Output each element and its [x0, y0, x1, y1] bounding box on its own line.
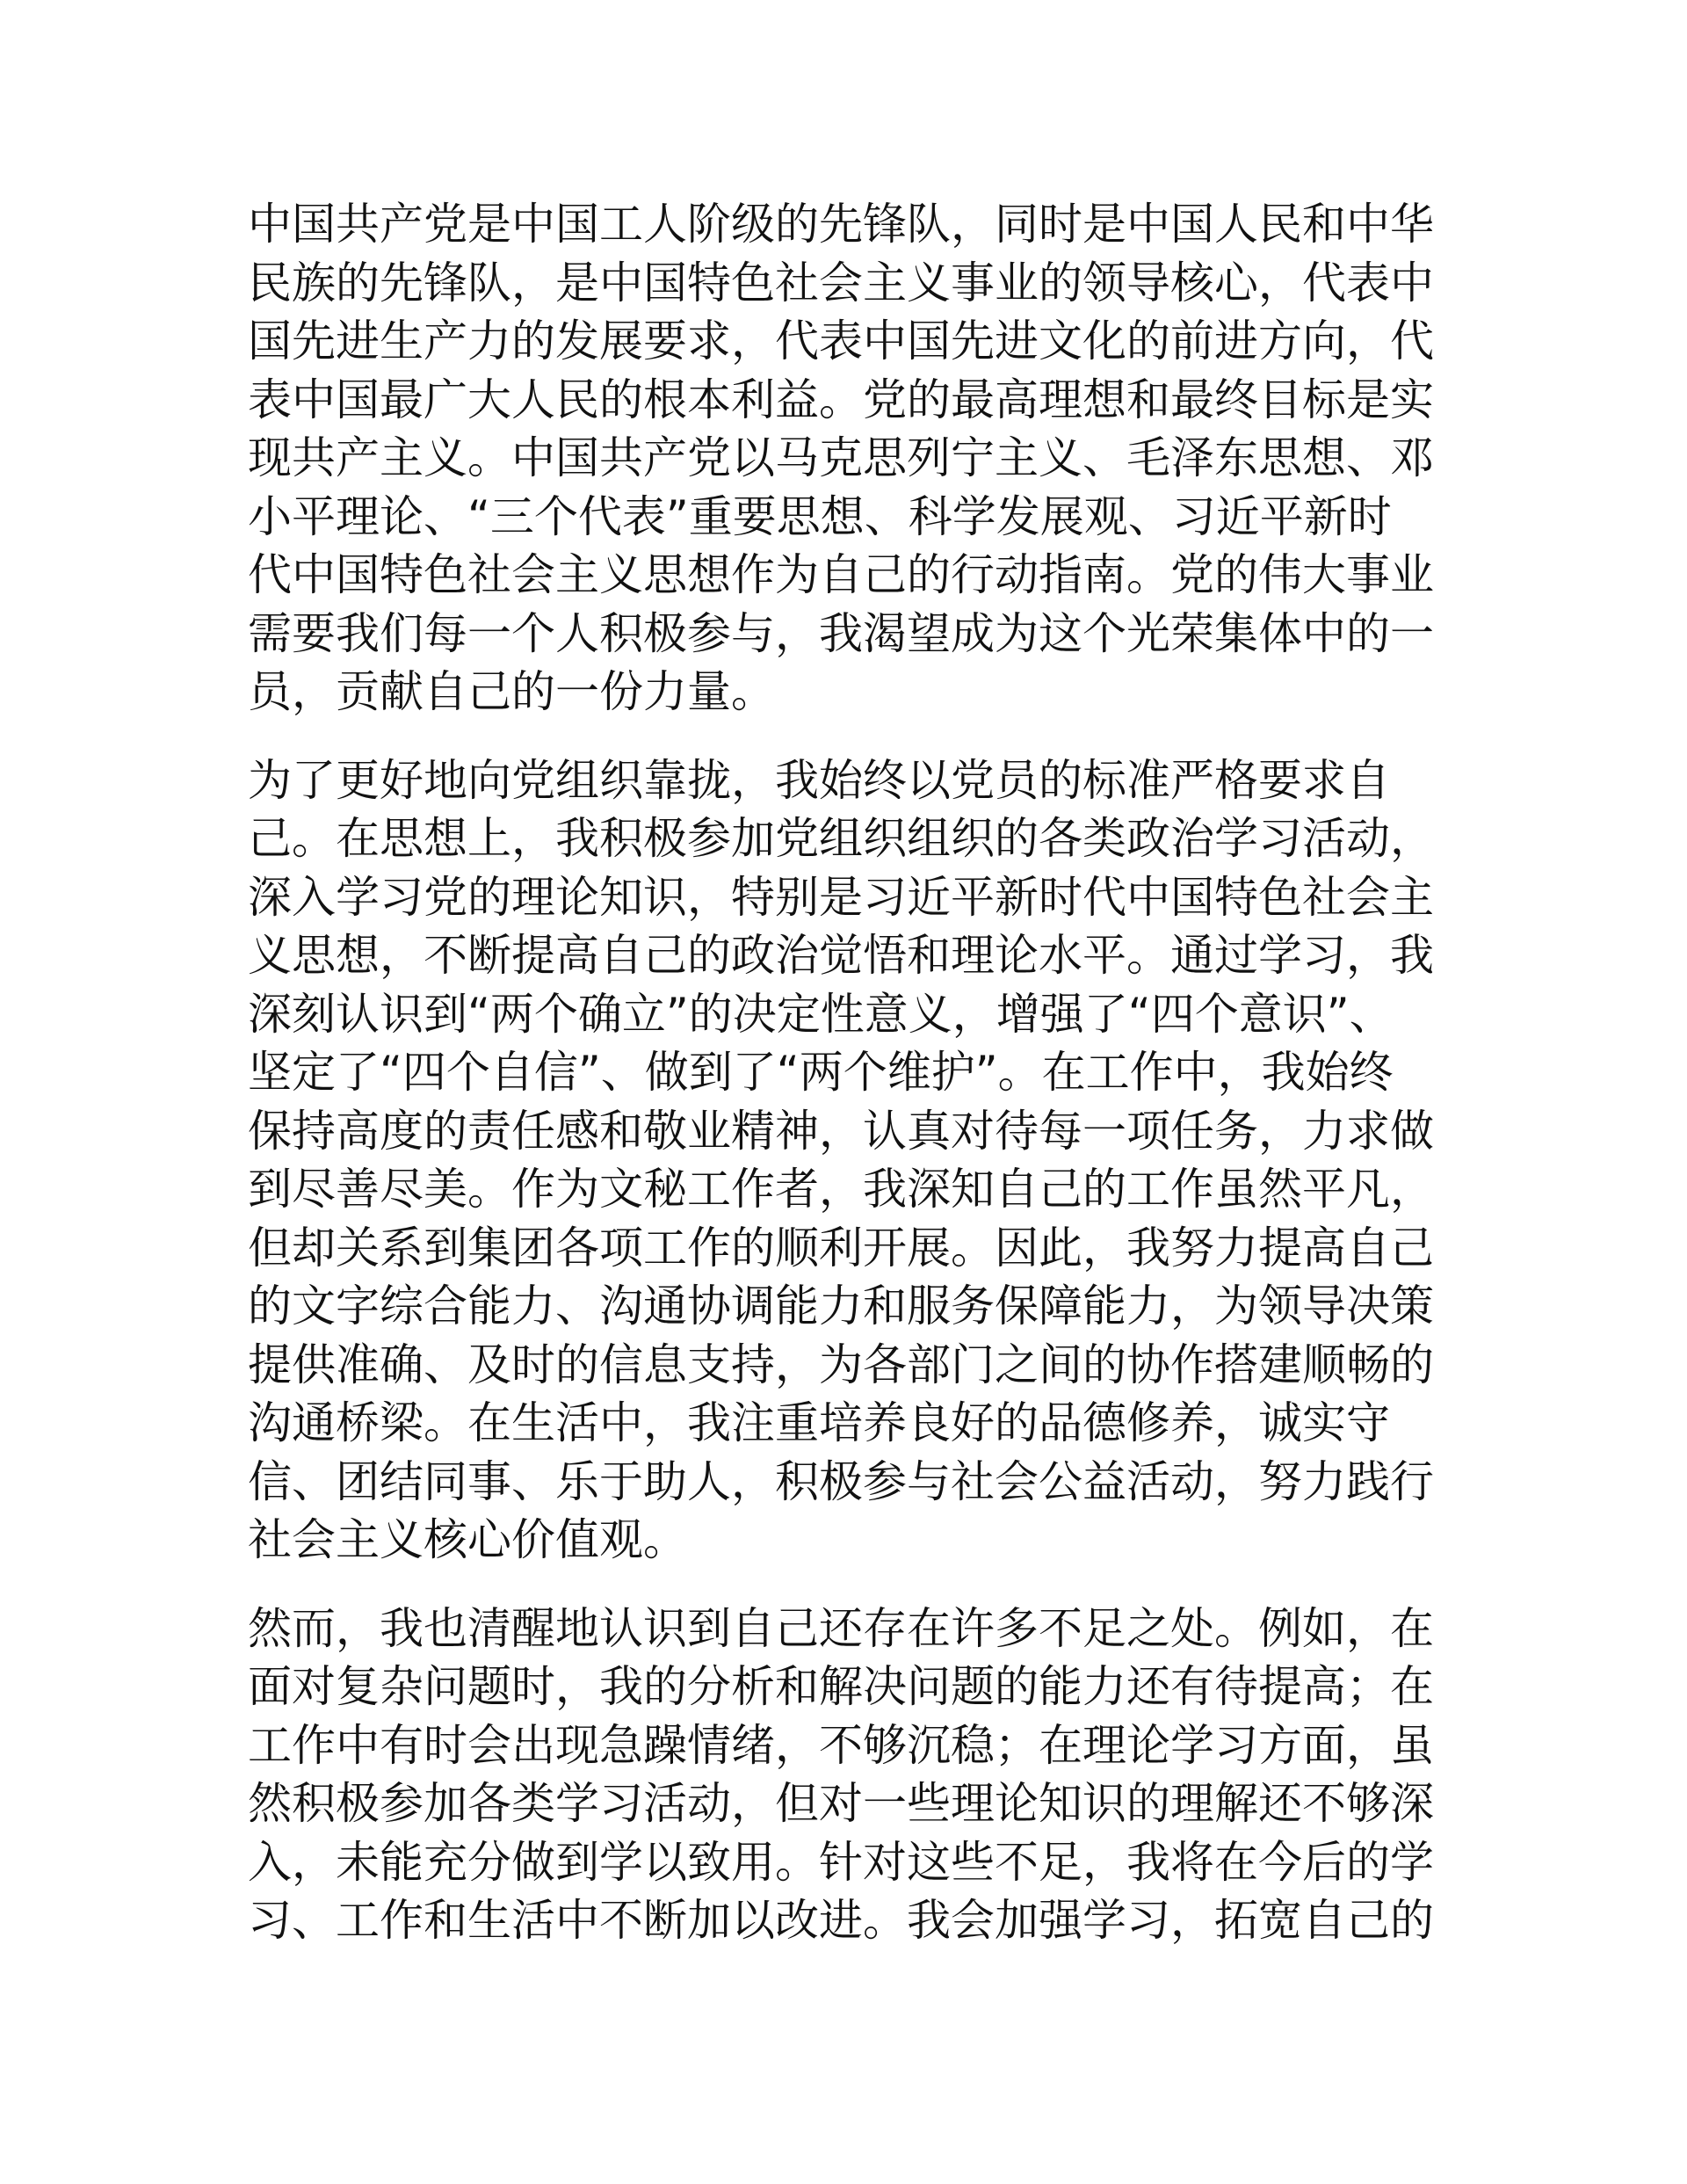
text-line: 保持高度的责任感和敬业精神，认真对待每一项任务，力求做	[248, 1105, 1434, 1157]
text-line: 但却关系到集团各项工作的顺利开展。因此，我努力提高自己	[248, 1222, 1434, 1273]
text-line: 义思想，不断提高自己的政治觉悟和理论水平。通过学习，我	[248, 930, 1434, 981]
text-line: 到尽善尽美。作为文秘工作者，我深知自己的工作虽然平凡，	[248, 1164, 1434, 1215]
text-line: 民族的先锋队，是中国特色社会主义事业的领导核心，代表中	[248, 257, 1434, 308]
text-line: 然积极参加各类学习活动，但对一些理论知识的理解还不够深	[248, 1778, 1434, 1829]
text-line: 面对复杂问题时，我的分析和解决问题的能力还有待提高；在	[248, 1661, 1434, 1712]
text-line: 然而，我也清醒地认识到自己还存在许多不足之处。例如，在	[248, 1602, 1434, 1654]
text-line: 的文字综合能力、沟通协调能力和服务保障能力，为领导决策	[248, 1281, 1434, 1331]
text-line: 现共产主义。中国共产党以马克思列宁主义、毛泽东思想、邓	[248, 432, 1434, 483]
text-line: 表中国最广大人民的根本利益。党的最高理想和最终目标是实	[248, 374, 1434, 425]
document-body	[248, 195, 1443, 1980]
text-line: 工作中有时会出现急躁情绪，不够沉稳；在理论学习方面，虽	[248, 1719, 1434, 1771]
paragraph-2	[248, 751, 1443, 1570]
text-line: 习、工作和生活中不断加以改进。我会加强学习，拓宽自己的	[248, 1895, 1434, 1946]
text-line: 深入学习党的理论知识，特别是习近平新时代中国特色社会主	[248, 871, 1434, 923]
paragraph-3	[248, 1600, 1443, 1950]
paragraph-1	[248, 195, 1443, 722]
text-line: 入，未能充分做到学以致用。针对这些不足，我将在今后的学	[248, 1836, 1434, 1888]
text-line: 深刻认识到“两个确立”的决定性意义，增强了“四个意识”、	[248, 988, 1394, 1040]
text-line: 中国共产党是中国工人阶级的先锋队，同时是中国人民和中华	[248, 199, 1434, 250]
text-line: 社会主义核心价值观。	[248, 1514, 687, 1565]
text-line: 小平理论、“三个代表”重要思想、科学发展观、习近平新时	[248, 490, 1392, 542]
text-line: 代中国特色社会主义思想作为自己的行动指南。党的伟大事业	[248, 549, 1434, 600]
text-line: 信、团结同事、乐于助人，积极参与社会公益活动，努力践行	[248, 1455, 1434, 1507]
text-line: 为了更好地向党组织靠拢，我始终以党员的标准严格要求自	[248, 754, 1390, 806]
text-line: 己。在思想上，我积极参加党组织组织的各类政治学习活动，	[248, 813, 1434, 864]
text-line: 国先进生产力的发展要求，代表中国先进文化的前进方向，代	[248, 316, 1434, 366]
text-line: 员，贡献自己的一份力量。	[248, 666, 775, 717]
text-line: 沟通桥梁。在生活中，我注重培养良好的品德修养，诚实守	[248, 1397, 1390, 1448]
text-line: 提供准确、及时的信息支持，为各部门之间的协作搭建顺畅的	[248, 1339, 1434, 1390]
text-line: 需要我们每一个人积极参与，我渴望成为这个光荣集体中的一	[248, 607, 1434, 659]
text-line: 坚定了“四个自信”、做到了“两个维护”。在工作中，我始终	[248, 1047, 1394, 1098]
